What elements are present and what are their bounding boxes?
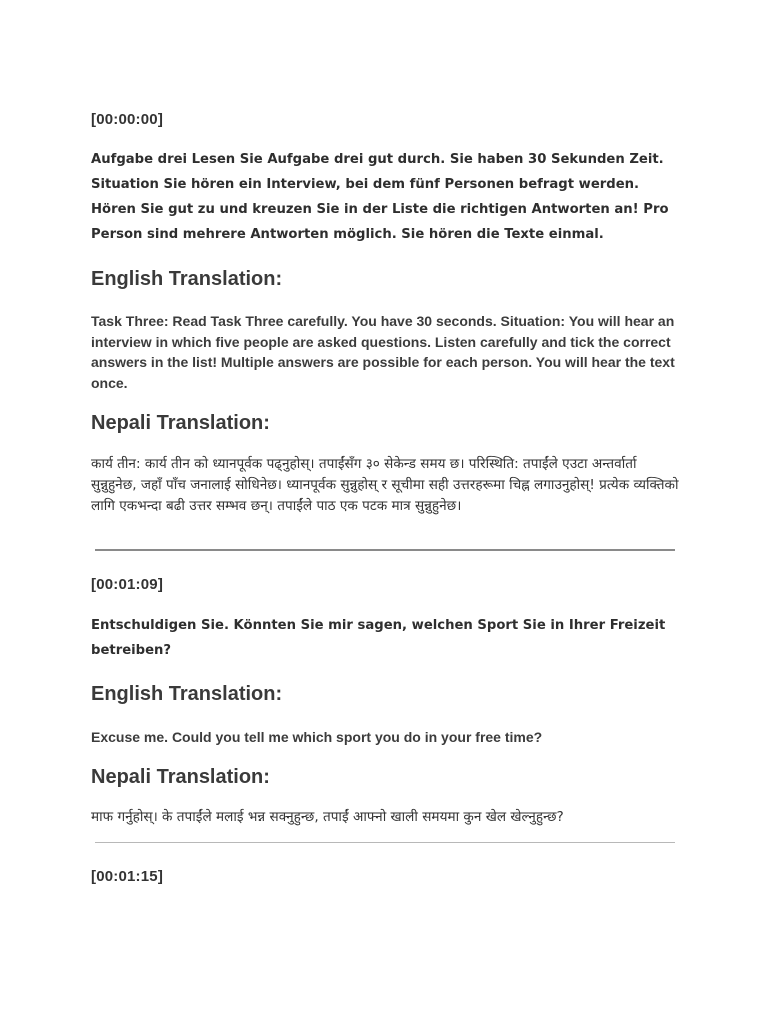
- nepali-translation-heading: Nepali Translation:: [91, 766, 270, 788]
- timestamp: [00:01:09]: [91, 576, 164, 593]
- section-divider: [95, 842, 675, 843]
- section-divider: [95, 549, 675, 551]
- nepali-translation-text: माफ गर्नुहोस्। के तपाईंले मलाई भन्न सक्नुहुन्छ, तपाईं आफ्नो खाली समयमा कुन खेल खेल्नुहुन्छ?: [91, 809, 564, 825]
- timestamp: [00:01:15]: [91, 868, 164, 885]
- english-translation-text: Task Three: Read Task Three carefully. You have 30 seconds. Situation: You will hear an interview in which five people are asked questions. Listen carefully and tick the correct answers in the list! Multiple answers are possible for each person. You will hear the text once.: [91, 313, 675, 391]
- nepali-translation-heading: Nepali Translation:: [91, 412, 270, 434]
- english-translation-heading: English Translation:: [91, 268, 283, 290]
- nepali-translation-text: कार्य तीन: कार्य तीन को ध्यानपूर्वक पढ्नुहोस्। तपाईंसँग ३० सेकेन्ड समय छ। परिस्थिति: तपाईंले एउटा अन्तर्वार्ता सुन्नुहुनेछ, जहाँ पाँच जनालाई सोधिनेछ। ध्यानपूर्वक सुन्नुहोस् र सूचीमा सही उत्तरहरूमा चिह्न लगाउनुहोस्! प्रत्येक व्यक्तिको लागि एकभन्दा बढी उत्तर सम्भव छन्। तपाईंले पाठ एक पटक मात्र सुन्नुहुनेछ।: [91, 456, 679, 514]
- german-text: Aufgabe drei Lesen Sie Aufgabe drei gut durch. Sie haben 30 Sekunden Zeit. Situation Sie hören ein Interview, bei dem fünf Personen befragt werden. Hören Sie gut zu und kreuzen Sie in der Liste die richtigen Antworten an! Pro Person sind mehrere Antworten möglich. Sie hören die Texte einmal.: [91, 152, 669, 242]
- timestamp: [00:00:00]: [91, 111, 164, 128]
- english-translation-text: Excuse me. Could you tell me which sport you do in your free time?: [91, 729, 543, 745]
- german-text: Entschuldigen Sie. Könnten Sie mir sagen, welchen Sport Sie in Ihrer Freizeit betreiben?: [91, 618, 666, 658]
- english-translation-heading: English Translation:: [91, 683, 283, 705]
